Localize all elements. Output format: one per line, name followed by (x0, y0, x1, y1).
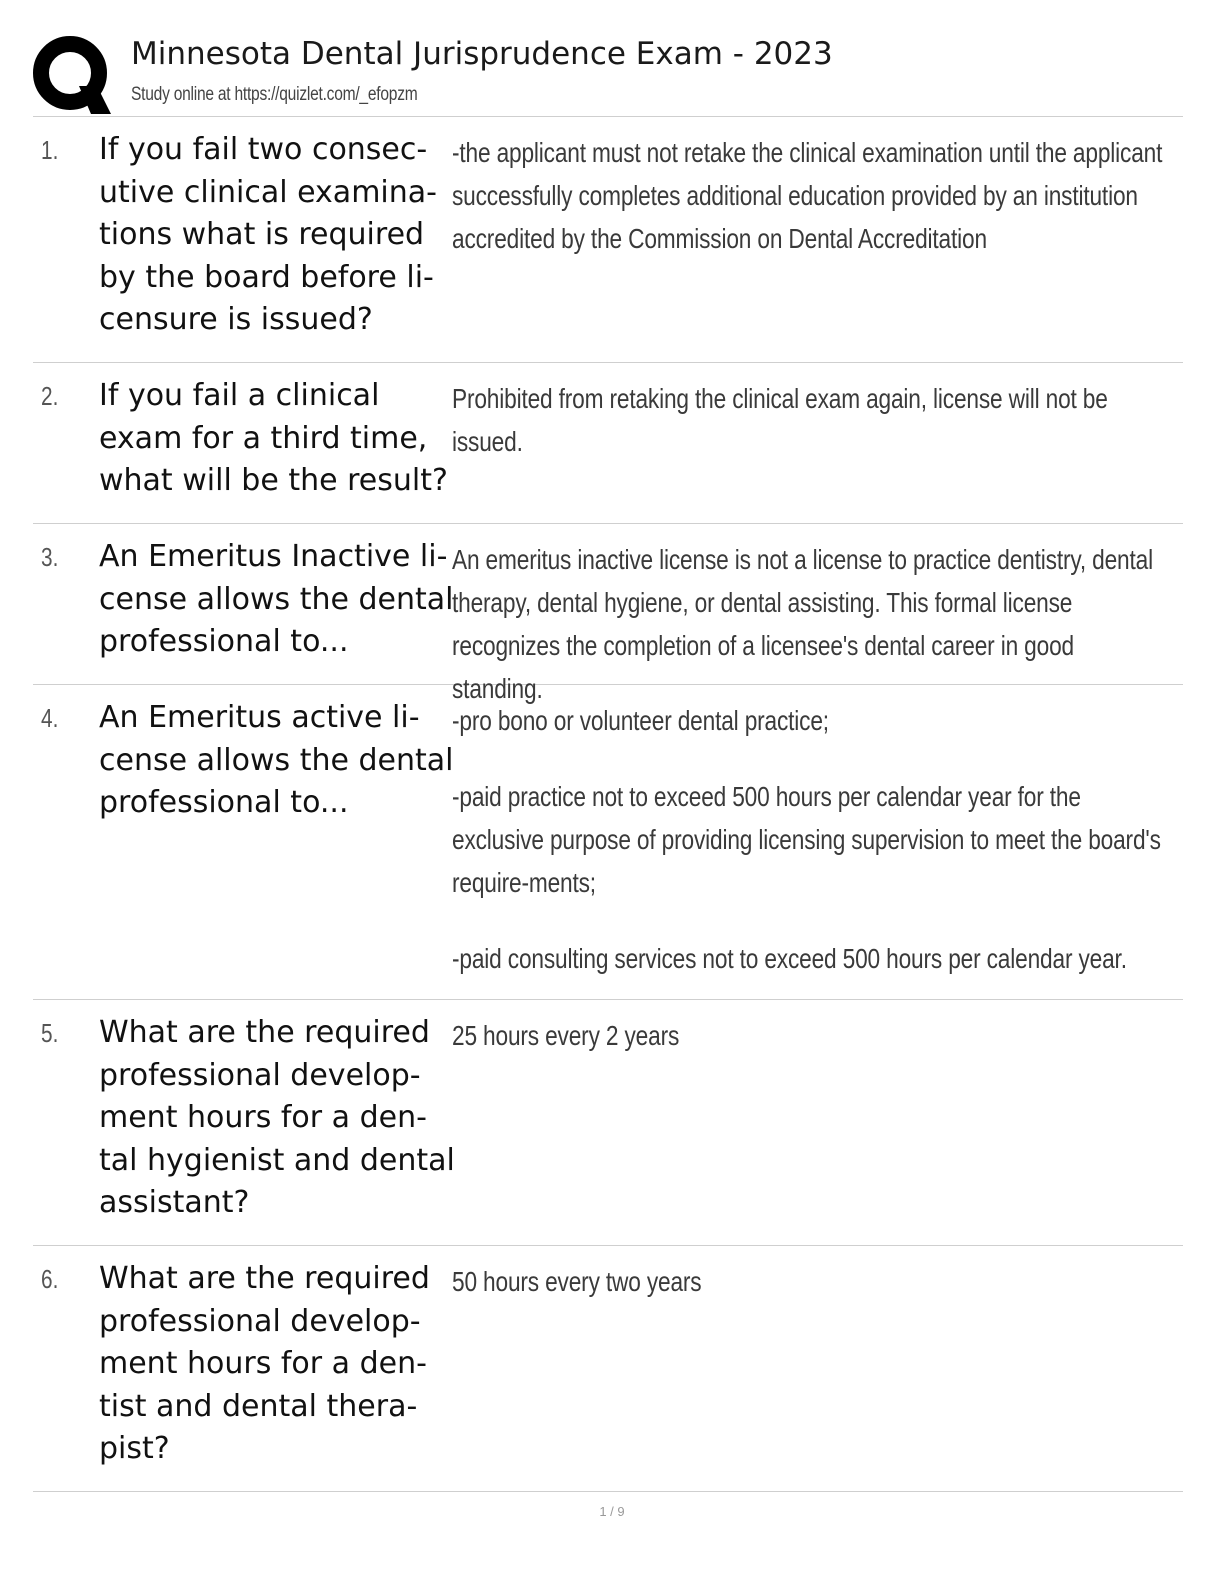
term-line: cense allows the dental (99, 581, 454, 617)
card-term (99, 129, 459, 342)
definition-paragraph: -pro bono or volunteer dental practice; (452, 705, 829, 736)
flashcard-row (33, 363, 1183, 524)
page-title: Minnesota Dental Jurisprudence Exam - 2023 (131, 36, 833, 72)
term-line: exam for a third time, (99, 420, 428, 456)
term-line: An Emeritus Inactive li- (99, 539, 448, 574)
term-line: censure is issued? (99, 302, 373, 338)
card-definition (452, 1014, 1165, 1057)
card-number: 1. (41, 135, 59, 165)
page-header (33, 30, 1183, 114)
term-line: tions what is required (99, 217, 425, 253)
term-line: pist? (99, 1431, 170, 1467)
term-line: assistant? (99, 1185, 250, 1221)
flashcard-row (33, 1246, 1183, 1492)
card-term (99, 536, 459, 664)
term-line: cense allows the dental (99, 742, 454, 778)
term-line: tist and dental thera- (99, 1388, 418, 1424)
definition-paragraph: Prohibited from retaking the clinical exam again, license will not be issued. (452, 383, 1108, 457)
card-number: 6. (41, 1264, 59, 1294)
term-line: If you fail two consec- (99, 132, 428, 167)
flashcard-row (33, 1000, 1183, 1246)
card-definition (452, 1260, 1165, 1303)
term-line: professional develop- (99, 1303, 421, 1339)
term-line: An Emeritus active li- (99, 700, 420, 735)
definition-paragraph: -paid consulting services not to exceed 500 hours per calendar year. (452, 943, 1127, 974)
card-term (99, 1258, 459, 1471)
term-line: professional to... (99, 785, 349, 821)
page-indicator: 1 / 9 (599, 1504, 625, 1519)
term-line: What are the required (99, 1261, 430, 1296)
card-term (99, 697, 459, 825)
quizlet-q-logo-icon (33, 36, 111, 114)
term-line: utive clinical examina- (99, 174, 437, 210)
term-line: tal hygienist and dental (99, 1142, 455, 1178)
card-definition (452, 377, 1165, 463)
card-definition (452, 131, 1165, 260)
term-line: If you fail a clinical (99, 378, 380, 413)
term-line: by the board before li- (99, 259, 434, 295)
definition-paragraph: 25 hours every 2 years (452, 1020, 680, 1051)
term-line: What are the required (99, 1015, 430, 1050)
term-line: ment hours for a den- (99, 1100, 427, 1136)
flashcard-row (33, 685, 1183, 1000)
card-term (99, 1012, 459, 1225)
flashcard-list (33, 117, 1183, 1492)
card-number: 3. (41, 542, 59, 572)
term-line: what will be the result? (99, 463, 448, 499)
term-line: professional develop- (99, 1057, 421, 1093)
definition-paragraph: 50 hours every two years (452, 1266, 702, 1297)
card-number: 5. (41, 1018, 59, 1048)
card-number: 4. (41, 703, 59, 733)
flashcard-row (33, 117, 1183, 363)
card-definition (452, 699, 1165, 980)
flashcard-row (33, 524, 1183, 704)
term-line: professional to... (99, 624, 349, 660)
definition-paragraph: -paid practice not to exceed 500 hours per calendar year for the exclusive purpose of providing licensing supervision to meet the board's require-ments; (452, 781, 1161, 898)
study-online-link[interactable]: Study online at https://quizlet.com/_efopzm (131, 84, 418, 105)
definition-paragraph: -the applicant must not retake the clinical examination until the applicant successfully completes additional education provided by an institution accredited by the Commission on Dental Accreditation (452, 137, 1163, 254)
card-number: 2. (41, 381, 59, 411)
definition-paragraph: An emeritus inactive license is not a license to practice dentistry, dental therapy, dental hygiene, or dental assisting. This formal license recognizes the completion of a licensee's dental career in good standing. (452, 544, 1153, 704)
term-line: ment hours for a den- (99, 1346, 427, 1382)
card-term (99, 375, 459, 503)
